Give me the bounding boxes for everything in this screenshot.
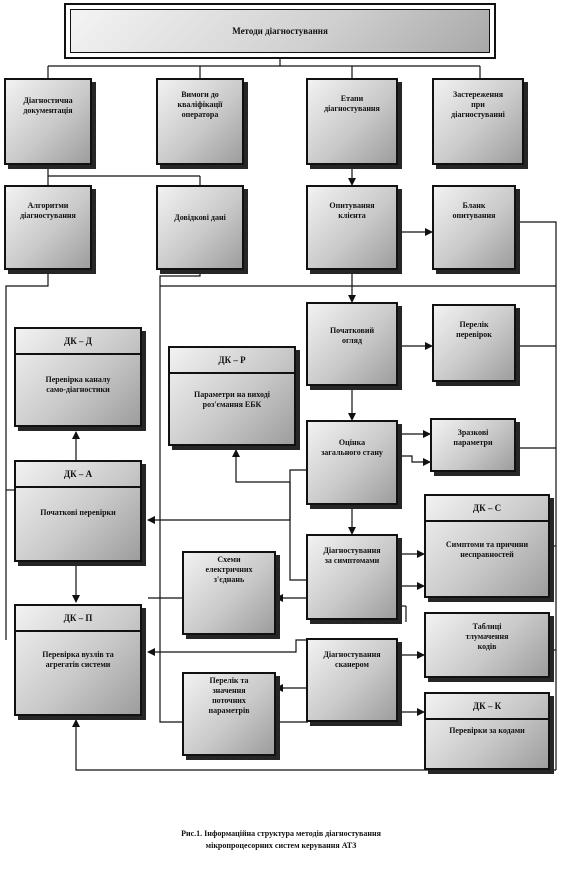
arrow-scanner-dkp: [148, 640, 306, 652]
box-dk-a-label: ДК – А: [16, 462, 140, 488]
box-check-list-text: Перелік перевірок: [456, 320, 492, 339]
line-reference-left: [160, 270, 308, 722]
box-algorithms-text: Алгоритми діагностування: [20, 201, 76, 220]
box-survey-form-text: Бланк опитування: [452, 201, 496, 220]
box-dk-k-label: ДК – К: [426, 694, 548, 720]
box-precautions: [432, 78, 524, 165]
arrow-state-sample2: [398, 456, 430, 462]
box-dk-r: [168, 346, 296, 446]
box-by-scanner: [306, 638, 398, 722]
box-survey-form: [432, 185, 516, 270]
box-check-list: [432, 304, 516, 382]
figure-caption: [60, 828, 502, 852]
box-initial-inspection-text: Початковий огляд: [329, 326, 375, 345]
box-initial-inspection: [306, 302, 398, 386]
diagram-title: Методи діагностування: [70, 9, 490, 53]
box-sample-params: [430, 418, 516, 472]
box-dk-d-label: ДК – Д: [16, 329, 140, 355]
box-dk-k-text: Перевірки за кодами: [449, 726, 525, 735]
box-sample-params-text: Зразкові параметри: [453, 428, 493, 447]
box-code-tables: [424, 612, 550, 678]
box-general-state-text: Оцінка загального стану: [321, 438, 383, 457]
box-reference-data: [156, 185, 244, 270]
box-by-symptoms: [306, 534, 398, 620]
box-reference-data-text: Довідкові дані: [174, 213, 226, 222]
box-diag-stages-text: Етапи діагностування: [324, 94, 380, 113]
box-dk-r-text: Параметри на виході роз'ємання ЕБК: [193, 390, 271, 409]
box-algorithms: [4, 185, 92, 270]
box-dk-d-text: Перевірка каналу само-діагностики: [45, 375, 111, 394]
caption-line-2: мікропроцесорних систем керування АТЗ: [205, 841, 357, 850]
box-dk-s-text: Симптоми та причини несправностей: [445, 540, 529, 559]
box-operator-req: [156, 78, 244, 165]
title-frame: [64, 3, 496, 59]
box-by-symptoms-text: Діагностування за симптомами: [323, 546, 381, 565]
box-diag-stages: [306, 78, 398, 165]
box-dk-a-text: Початкові перевірки: [40, 508, 116, 517]
box-dk-p-label: ДК – П: [16, 606, 140, 632]
box-current-params-text: Перелік та значення поточних параметрів: [208, 676, 250, 715]
box-dk-a: [14, 460, 142, 562]
line-algorithms-left: [6, 270, 48, 640]
box-wiring-diagrams: [182, 551, 276, 635]
arrow-state-dka: [148, 470, 306, 520]
box-dk-p: [14, 604, 142, 716]
box-dk-s: [424, 494, 550, 598]
box-client-survey-text: Опитування клієнта: [329, 201, 375, 220]
box-code-tables-text: Таблиці тлумачення кодів: [465, 622, 509, 651]
box-client-survey: [306, 185, 398, 270]
box-precautions-text: Застереження при діагностуванні: [451, 90, 505, 119]
box-dk-p-text: Перевірка вузлів та агрегатів системи: [42, 650, 114, 669]
box-dk-s-label: ДК – С: [426, 496, 548, 522]
box-diag-docs: [4, 78, 92, 165]
box-dk-r-label: ДК – Р: [170, 348, 294, 374]
box-operator-req-text: Вимоги до кваліфікації оператора: [177, 90, 223, 119]
box-current-params: [182, 672, 276, 756]
box-dk-d: [14, 327, 142, 427]
box-dk-k: [424, 692, 550, 770]
box-general-state: [306, 420, 398, 505]
box-by-scanner-text: Діагностування сканером: [323, 650, 381, 669]
caption-line-1: Рис.1. Інформаційна структура методів діагностування: [181, 829, 381, 838]
box-diag-docs-text: Діагностична документація: [23, 96, 73, 115]
box-wiring-diagrams-text: Схеми електричних з'єднань: [205, 555, 253, 584]
